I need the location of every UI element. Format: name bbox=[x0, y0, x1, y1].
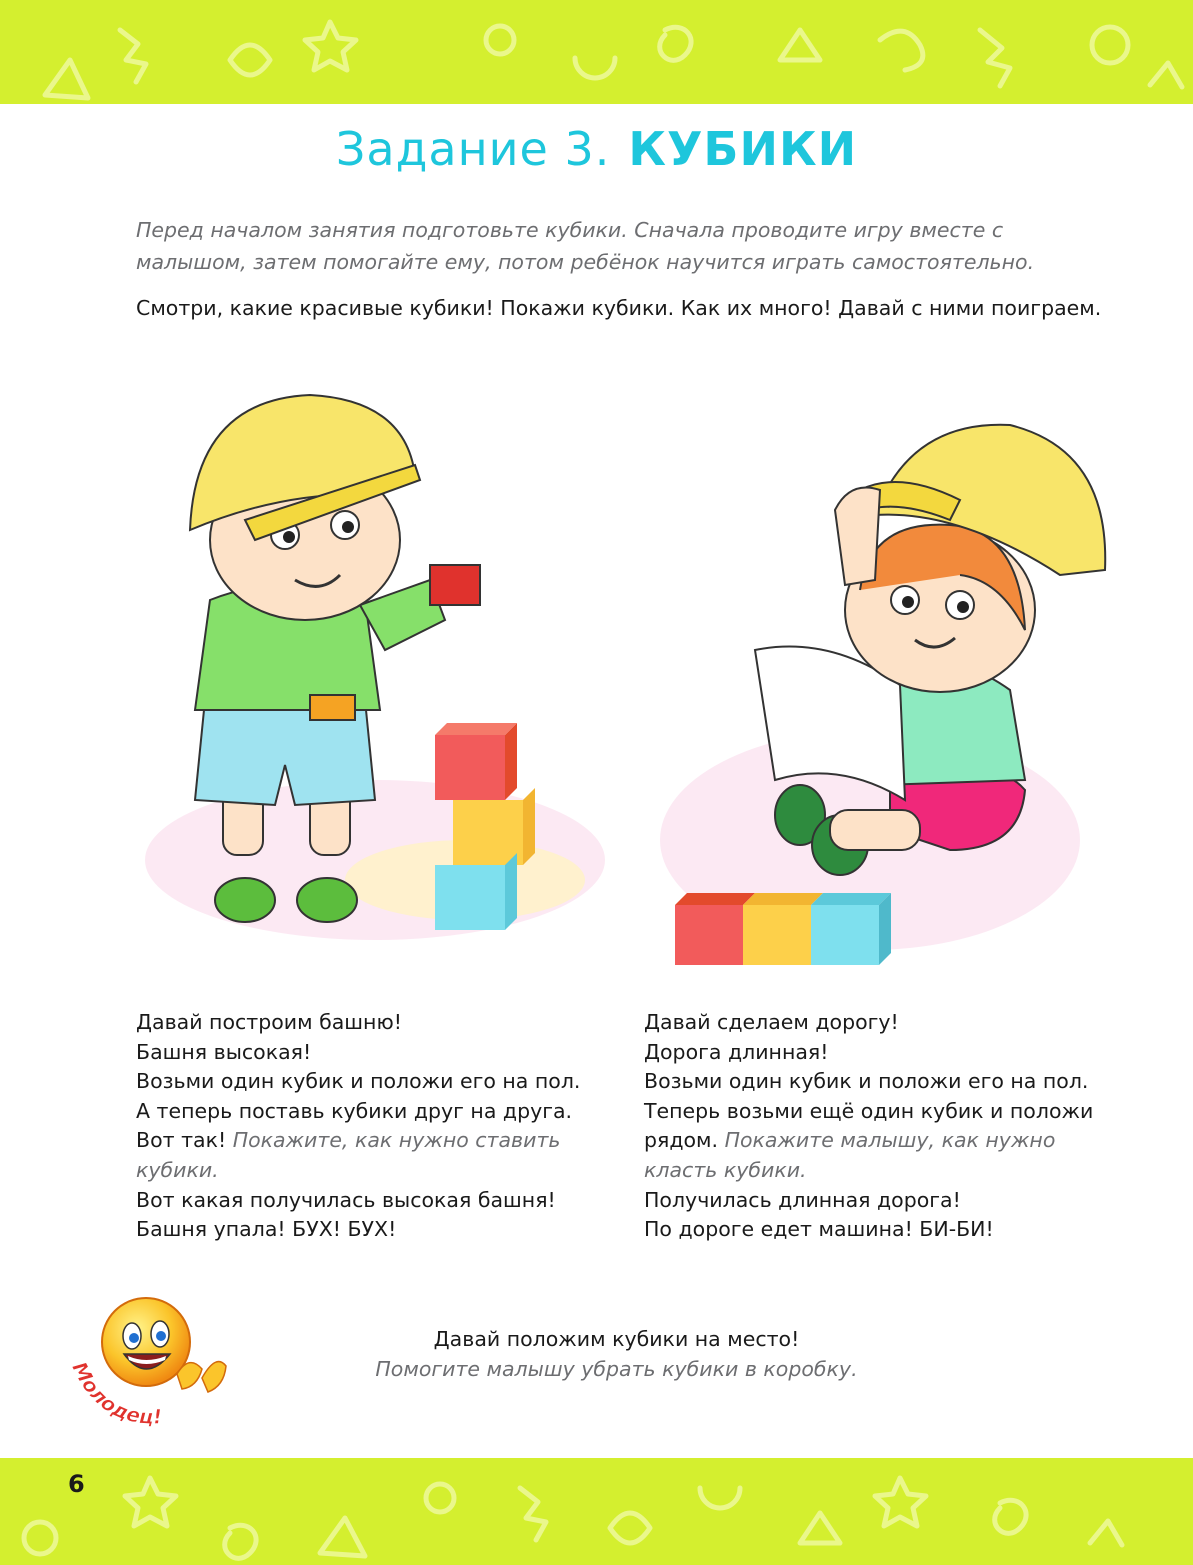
band-pattern-bottom bbox=[0, 1458, 1193, 1565]
right-line-5-text: рядом. bbox=[644, 1128, 725, 1153]
left-line-5-note: Покажите, как нужно ставить кубики. bbox=[136, 1128, 561, 1182]
right-line-7: По дороге едет машина! БИ-БИ! bbox=[644, 1217, 994, 1242]
band-pattern-top bbox=[0, 0, 1193, 104]
left-line-1: Давай построим башню! bbox=[136, 1010, 402, 1034]
title-prefix: Задание 3. bbox=[335, 122, 611, 176]
left-line-6: Вот какая получилась высокая башня! bbox=[136, 1187, 556, 1212]
right-line-4: Теперь возьми ещё один кубик и положи bbox=[644, 1098, 1094, 1123]
right-line-2: Дорога длинная! bbox=[644, 1039, 829, 1064]
cube-road bbox=[675, 893, 891, 965]
boy-tower-illustration bbox=[135, 380, 605, 980]
title-main: КУБИКИ bbox=[628, 122, 858, 176]
outro-text: Давай положим кубики на место! bbox=[433, 1327, 800, 1351]
page-number: 6 bbox=[68, 1470, 85, 1498]
left-line-2: Башня высокая! bbox=[136, 1039, 312, 1064]
right-column bbox=[644, 1008, 1104, 1245]
top-decorative-band bbox=[0, 0, 1193, 104]
right-line-5 bbox=[644, 1126, 1104, 1185]
right-line-5-note: Покажите малышу, как нужно класть кубики. bbox=[644, 1128, 1056, 1182]
bottom-decorative-band bbox=[0, 1458, 1193, 1565]
right-line-6: Получилась длинная дорога! bbox=[644, 1187, 961, 1212]
left-line-5-text: Вот так! bbox=[136, 1128, 233, 1153]
left-column bbox=[136, 1008, 596, 1245]
badge-label: Молодец! bbox=[67, 1357, 163, 1429]
intro-note: Перед началом занятия подготовьте кубики. Сначала проводите игру вместе с малышом, затем помогайте ему, потом ребёнок научится играть самостоятельно. bbox=[136, 218, 1035, 274]
girl-road-illustration bbox=[660, 400, 1120, 970]
left-line-5 bbox=[136, 1126, 596, 1185]
right-line-3: Возьми один кубик и положи его на пол. bbox=[644, 1069, 1089, 1094]
right-line-1: Давай сделаем дорогу! bbox=[644, 1010, 899, 1034]
outro bbox=[0, 1324, 1193, 1384]
left-line-4: А теперь поставь кубики друг на друга. bbox=[136, 1098, 573, 1123]
page-title bbox=[0, 122, 1193, 176]
left-line-7: Башня упала! БУХ! БУХ! bbox=[136, 1217, 397, 1242]
outro-note: Помогите малышу убрать кубики в коробку. bbox=[375, 1357, 858, 1381]
lead-text: Смотри, какие красивые кубики! Покажи кубики. Как их много! Давай с ними поиграем. bbox=[136, 296, 1102, 320]
left-line-3: Возьми один кубик и положи его на пол. bbox=[136, 1069, 581, 1094]
